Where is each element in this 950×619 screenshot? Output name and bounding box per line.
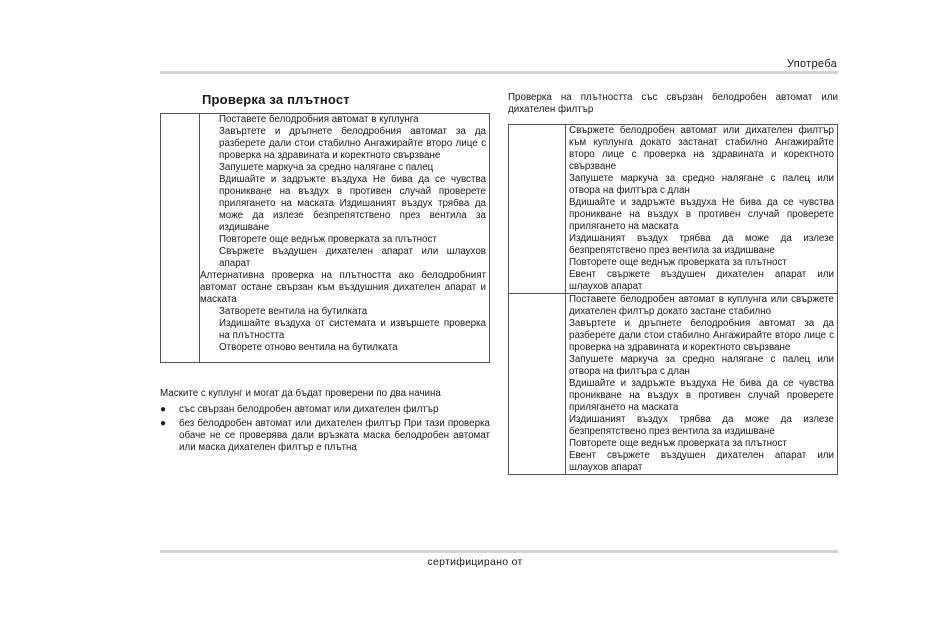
list-item: ● без белодробен автомат или дихателен филтър При тази проверка обаче не се проверява дали връзката маска белодробен автомат или маска дихателен филтър е плътна: [160, 418, 490, 453]
table-row: [509, 125, 837, 293]
step: Поставете белодробния автомат в куплунга: [219, 114, 419, 125]
bullet-icon: ●: [160, 418, 167, 429]
step: Запушете маркуча за средно налягане с палец: [219, 162, 434, 173]
section-title: Проверка за плътност: [202, 92, 350, 107]
footer-rule: [160, 550, 838, 553]
left-column: [160, 92, 490, 456]
illustration-cell: [161, 114, 200, 362]
illustration-cell: [509, 294, 566, 474]
step: Свържете въздушен дихателен апарат или шлаухов апарат: [219, 246, 486, 269]
step: Запушете маркуча за средно налягане с палец или отвора на филтъра с длан: [569, 354, 834, 377]
alt-step: Отворете отново вентила на бутилката: [219, 342, 398, 353]
step: Вдишайте и задръжте въздуха Не бива да се чувства проникване на въздух в противен случай проверете прилягането на маската: [569, 197, 834, 232]
step: Завъртете и дръпнете белодробния автомат за да разберете дали стои стабилно Ангажирайте второ лице с проверка на здравината и коректното свързване: [569, 318, 834, 353]
right-intro: Проверка на плътността със свързан белодробен автомат или дихателен филтър: [508, 92, 838, 115]
step: Вдишайте и задръжте въздуха Не бива да се чувства проникване на въздух в противен случай проверете прилягането на маската: [569, 378, 834, 413]
masks-paragraph: Маските с куплунг и могат да бъдат проверени по два начина: [160, 388, 441, 399]
step: Повторете още веднъж проверката за плътност: [219, 234, 437, 245]
alt-step: Затворете вентила на бутилката: [219, 306, 368, 317]
bullet-icon: ●: [160, 404, 167, 415]
alternative-check-text: Алтернативна проверка на плътността ако белодробният автомат остане свързан към въздушния дихателен апарат и маската: [200, 270, 486, 305]
steps-list: [161, 114, 489, 354]
step: Евент свържете въздушен дихателен апарат или шлаухов апарат: [569, 450, 834, 473]
step: Повторете още веднъж проверката за плътност: [569, 438, 787, 449]
row-steps: [566, 294, 837, 474]
step: Завъртете и дръпнете белодробния автомат за да разберете дали стои стабилно Ангажирайте второ лице с проверка на здравината и коректното свързване: [219, 126, 486, 161]
section-header: Употреба: [786, 58, 837, 70]
step: Повторете още веднъж проверката за плътност: [569, 257, 787, 268]
step: Издишаният въздух трябва да може да излезе безпрепятствено през вентила за издишване: [569, 233, 834, 256]
footer-text: сертифицирано от: [427, 556, 523, 568]
alt-step: Издишайте въздуха от системата и извършете проверка на плътността: [219, 318, 486, 341]
step: Свържете белодробен автомат или дихателен филтър към куплунга докато застанат стабилно Ангажирайте второ лице с проверка на здравината и коректното свързване: [569, 125, 834, 172]
step: Евент свържете въздушен дихателен апарат или шлаухов апарат: [569, 269, 834, 292]
step: Поставете белодробен автомат в куплунга или свържете дихателен филтър докато застане стабилно: [569, 294, 834, 317]
table-row: [509, 293, 837, 474]
right-table: [508, 124, 838, 475]
header-rule: [160, 71, 838, 74]
list-item: ● със свързан белодробен автомат или дихателен филтър: [160, 404, 439, 415]
step: Запушете маркуча за средно налягане с палец или отвора на филтъра с длан: [569, 173, 834, 196]
right-column: [508, 92, 838, 475]
row-steps: [566, 125, 837, 293]
leak-check-box: [160, 113, 490, 363]
methods-list: [160, 404, 490, 454]
step: Вдишайте и задръжте въздуха Не бива да се чувства проникване на въздух в противен случай проверете прилягането на маската Издишаният въздух трябва да може да излезе безпрепятствено през вентила за издишване: [219, 174, 486, 233]
illustration-cell: [509, 125, 566, 293]
step: Издишаният въздух трябва да може да излезе безпрепятствено през вентила за издишване: [569, 414, 834, 437]
